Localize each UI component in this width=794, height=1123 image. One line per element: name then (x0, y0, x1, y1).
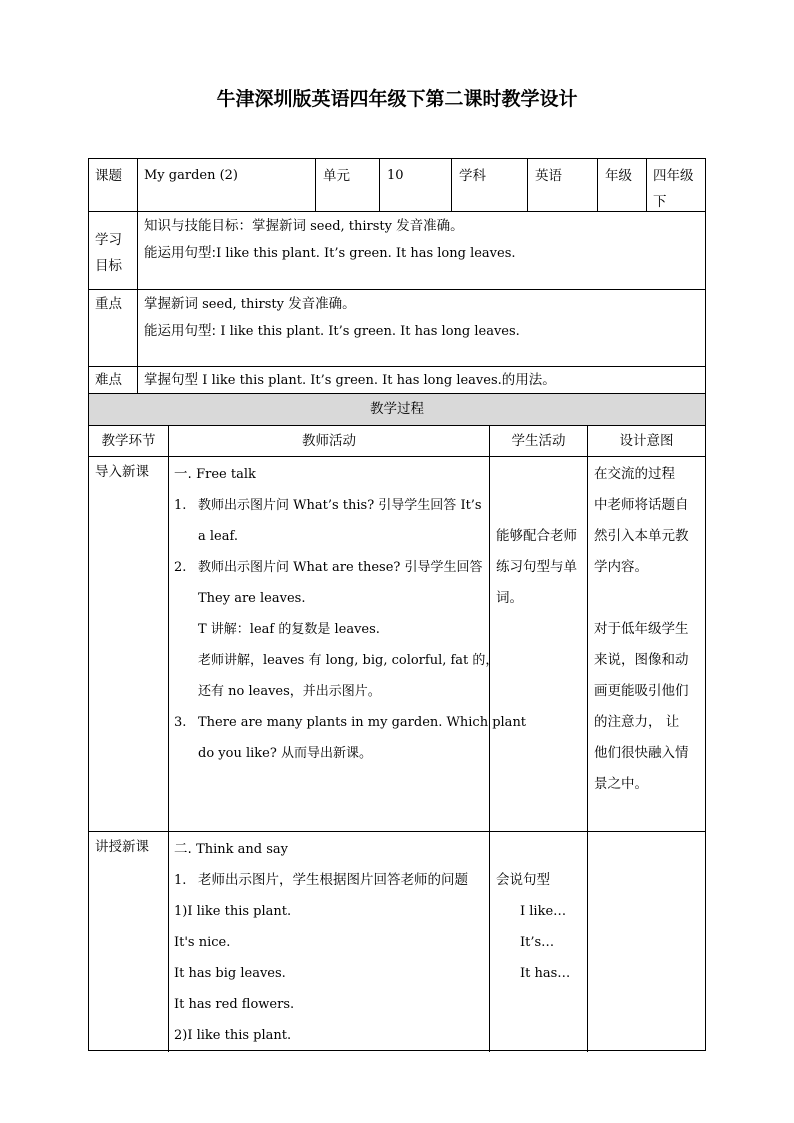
s2-student-2: I like… (520, 904, 567, 919)
difficulties-label: 难点 (95, 372, 122, 388)
key-line1-cn2: 发音准确。 (288, 296, 356, 312)
col-divider (379, 159, 380, 211)
col-divider (597, 159, 598, 211)
objectives-label (95, 227, 122, 279)
row-divider (89, 211, 705, 212)
s1-student-3: 词。 (496, 590, 523, 606)
col-divider (587, 425, 588, 1052)
stage-new-lesson: 讲授新课 (95, 839, 149, 855)
teacher-activity-intro (174, 459, 527, 769)
lesson-plan-table (88, 158, 706, 1051)
difficulties-cn: 掌握句型 (144, 372, 203, 388)
s1-item3-b: do you like? 从而导出新课。 (198, 746, 372, 761)
s1-note3: 还有 no leaves，并出示图片。 (198, 684, 381, 699)
s1-intent-9: 他们很快融入情 (594, 745, 689, 761)
s2-student-1: 会说句型 (496, 872, 550, 888)
s2-line1: 1)I like this plant. (174, 904, 292, 919)
s1-heading-en: Free talk (196, 467, 256, 482)
objectives-line1-en: seed, thirsty (306, 219, 397, 234)
objectives-line1-cn2: 发音准确。 (396, 218, 464, 234)
topic-label: 课题 (95, 168, 122, 184)
stage-intro: 导入新课 (95, 464, 149, 480)
page-title: 牛津深圳版英语四年级下第二课时教学设计 (216, 88, 578, 110)
s1-item1-a: 教师出示图片问 What’s this? 引导学生回答 It’s (198, 498, 482, 513)
objectives-text (144, 213, 516, 267)
s1-item1-b: a leaf. (198, 529, 238, 544)
s2-heading-cn: 二. (174, 841, 197, 857)
key-line1-en: seed, thirsty (198, 297, 289, 312)
s1-student-2: 练习句型与单 (496, 559, 577, 575)
topic-value: My garden (2) (144, 168, 239, 183)
row-divider (89, 425, 705, 426)
student-activity-intro (496, 521, 577, 614)
s1-heading-cn: 一. (174, 466, 197, 482)
subject-value: 英语 (535, 168, 562, 184)
s1-intent-6: 来说，图像和动 (594, 652, 689, 668)
s1-intent-1: 在交流的过程 (594, 466, 675, 482)
s1-intent-10: 景之中。 (594, 776, 648, 792)
s2-student-4: It has… (520, 966, 571, 981)
s1-note2: 老师讲解，leaves 有 long, big, colorful, fat 的， (198, 653, 499, 668)
header-teacher: 教师活动 (302, 433, 356, 449)
col-divider (137, 159, 138, 393)
difficulties-cn2: 的用法。 (501, 372, 556, 388)
col-divider (489, 425, 490, 1052)
col-divider (315, 159, 316, 211)
objectives-label-line2: 目标 (95, 258, 122, 274)
unit-label: 单元 (323, 168, 350, 184)
difficulties-text (144, 367, 556, 394)
row-divider (89, 456, 705, 457)
key-line1-cn: 掌握新词 (144, 296, 198, 312)
process-band-label: 教学过程 (370, 401, 424, 417)
objectives-label-line1: 学习 (95, 232, 122, 248)
grade-value-line2: 下 (653, 194, 667, 210)
s1-intent-4: 学内容。 (594, 559, 648, 575)
s2-line2: It's nice. (174, 935, 231, 950)
s2-line4: It has red flowers. (174, 997, 295, 1012)
subject-label: 学科 (459, 168, 486, 184)
s1-item1-num: 1. (174, 498, 187, 513)
s2-student-3: It’s… (520, 935, 555, 950)
s1-student-1: 能够配合老师 (496, 528, 577, 544)
header-student: 学生活动 (511, 433, 566, 449)
objectives-line1-cn: 知识与技能目标：掌握新词 (144, 218, 306, 234)
key-points-text (144, 291, 520, 345)
key-line2-en: I like this plant. It’s green. It has long leaves. (220, 324, 520, 339)
header-stage: 教学环节 (101, 433, 156, 449)
header-intent: 设计意图 (619, 433, 674, 449)
s1-item3-a: There are many plants in my garden. Which plant (198, 715, 527, 730)
teacher-activity-new (174, 834, 488, 1051)
s1-item2-num: 2. (174, 560, 187, 575)
objectives-line2-cn: 能运用句型: (144, 245, 217, 261)
unit-value: 10 (387, 168, 404, 183)
s2-item1-text: 老师出示图片，学生根据图片回答老师的问题 (198, 872, 468, 888)
s2-line3: It has big leaves. (174, 966, 286, 981)
s2-item1-num: 1. (174, 873, 187, 888)
col-divider (527, 159, 528, 211)
objectives-line2-en: I like this plant. It’s green. It has long leaves. (216, 246, 516, 261)
s1-item2-a: 教师出示图片问 What are these? 引导学生回答 (198, 560, 483, 575)
key-line2-cn: 能运用句型: (144, 323, 221, 339)
s2-line5: 2)I like this plant. (174, 1028, 292, 1043)
grade-label: 年级 (605, 168, 632, 184)
s1-item2-b: They are leaves. (198, 591, 306, 606)
student-activity-new (496, 865, 570, 989)
difficulties-en: I like this plant. It’s green. It has long leaves. (202, 373, 502, 388)
col-divider (168, 425, 169, 1052)
col-divider (451, 159, 452, 211)
intent-intro (594, 459, 689, 800)
grade-value (653, 163, 694, 215)
col-divider (646, 159, 647, 211)
s1-intent-2: 中老师将话题自 (594, 497, 689, 513)
key-points-label: 重点 (95, 296, 122, 312)
row-divider (89, 831, 705, 832)
row-divider (89, 289, 705, 290)
grade-value-line1: 四年级 (653, 168, 694, 184)
s1-intent-3: 然引入本单元教 (594, 528, 689, 544)
s1-intent-5: 对于低年级学生 (594, 621, 689, 637)
s1-item3-num: 3. (174, 715, 187, 730)
s1-note1: T 讲解：leaf 的复数是 leaves. (198, 622, 380, 637)
s1-intent-7: 画更能吸引他们 (594, 683, 689, 699)
s2-heading-en: Think and say (196, 842, 289, 857)
s1-intent-8: 的注意力， 让 (594, 714, 680, 730)
